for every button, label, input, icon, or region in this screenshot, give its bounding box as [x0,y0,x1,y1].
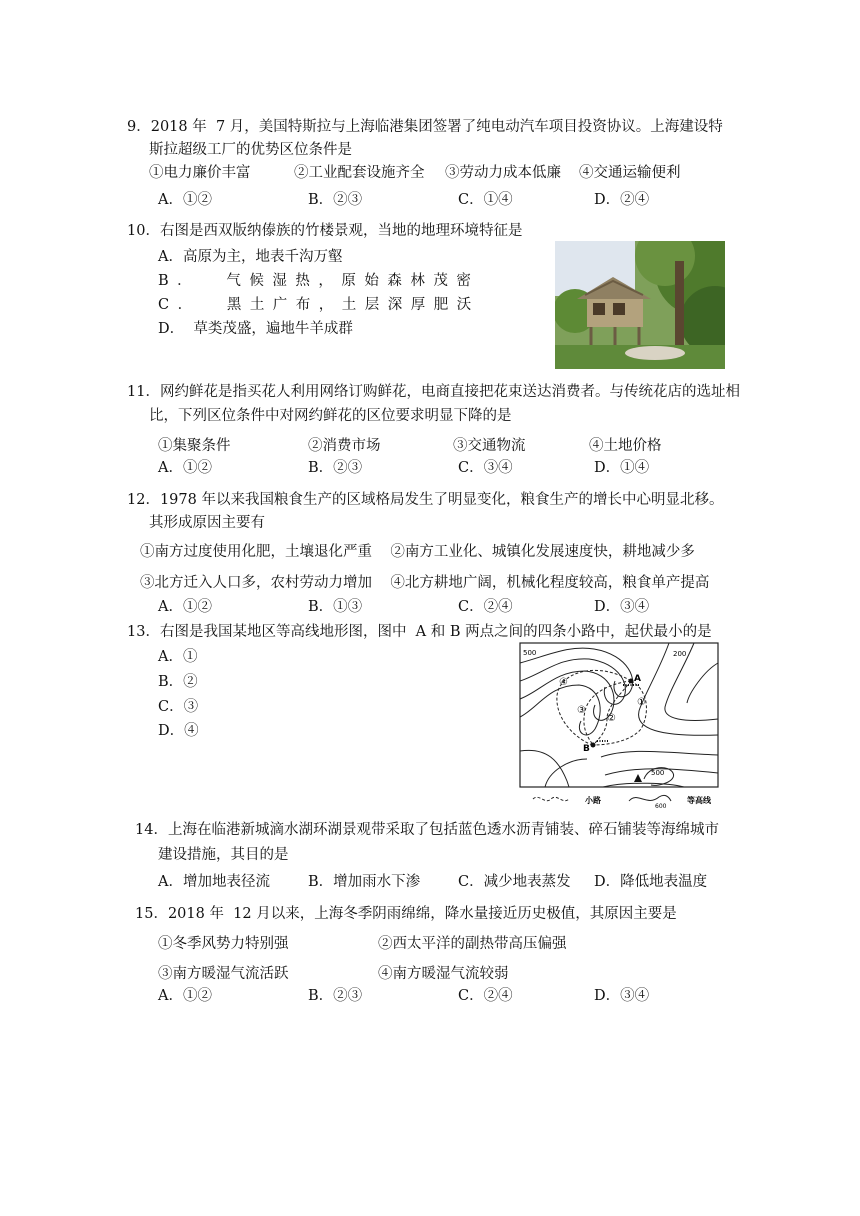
q15-item-1: ①冬季风势力特别强 [158,936,289,952]
q9-option-a: A．①② [158,192,212,208]
q10-option-c: C． 黑土广布，土层深厚肥沃 [158,297,480,313]
q11-option-c: C．③④ [458,460,513,476]
q14-stem-line1: 14．上海在临港新城滴水湖环湖景观带采取了包括蓝色透水沥青铺装、碎石铺装等海绵城市 [135,822,719,838]
point-b-marker [591,743,596,748]
point-a-marker [629,679,634,684]
q11-item-4: ④土地价格 [589,438,662,454]
label-trail-1: ① [637,697,646,708]
q9-stem-line2: 斯拉超级工厂的优势区位条件是 [149,142,352,158]
q9-item-1: ①电力廉价丰富 [149,165,251,181]
q12-option-c: C．②④ [458,599,513,615]
q12-option-b: B．①③ [308,599,363,615]
q9-option-b: B．②③ [308,192,363,208]
q9-option-d: D．②④ [594,192,650,208]
q10-stem: 10．右图是西双版纳傣族的竹楼景观，当地的地理环境特征是 [127,223,523,239]
q15-option-d: D．③④ [594,988,650,1004]
contour-label-500-bottom: 500 [651,769,665,777]
q12-stem-line1: 12．1978 年以来我国粮食生产的区域格局发生了明显变化，粮食生产的增长中心明显北移。 [127,492,724,508]
q15-item-2: ②西太平洋的副热带高压偏强 [378,936,567,952]
q15-stem: 15．2018 年 12 月以来，上海冬季阴雨绵绵，降水量接近历史极值，其原因主要是 [135,906,677,922]
label-trail-3: ③ [577,705,586,716]
q12-items-line2: ③北方迁入人口多，农村劳动力增加 ④北方耕地广阔，机械化程度较高，粮食单产提高 [140,575,710,591]
map-frame [520,643,718,787]
q15-option-a: A．①② [158,988,212,1004]
q9-stem-line1: 9．2018 年 7 月，美国特斯拉与上海临港集团签署了纯电动汽车项目投资协议。上海建设特 [127,119,723,135]
q15-item-3: ③南方暖湿气流活跃 [158,966,289,982]
q12-stem-line2: 其形成原因主要有 [149,515,265,531]
q14-option-b: B．增加雨水下渗 [308,874,421,890]
q11-option-a: A．①② [158,460,212,476]
q11-item-3: ③交通物流 [453,438,526,454]
contour-map [519,641,720,813]
q11-item-2: ②消费市场 [308,438,381,454]
q14-stem-line2: 建设措施，其目的是 [158,847,289,863]
legend-contour-icon [629,795,671,801]
label-point-b: B [583,744,590,754]
q9-item-3: ③劳动力成本低廉 [445,165,561,181]
q11-option-b: B．②③ [308,460,363,476]
q15-item-4: ④南方暖湿气流较弱 [378,966,509,982]
q11-item-1: ①集聚条件 [158,438,231,454]
q10-option-b: B． 气候湿热，原始森林茂密 [158,273,480,289]
q14-option-c: C．减少地表蒸发 [458,874,571,890]
q9-item-2: ②工业配套设施齐全 [294,165,425,181]
contour-label-200: 200 [673,650,687,658]
bamboo-house-photo [555,241,725,369]
legend-contour-label: 等高线 [687,796,711,805]
q11-stem-line2: 比，下列区位条件中对网约鲜花的区位要求明显下降的是 [149,408,512,424]
q13-option-c: C．③ [158,699,199,715]
q10-option-a: A．高原为主，地表千沟万壑 [158,249,343,265]
q12-option-d: D．③④ [594,599,650,615]
q13-option-d: D．④ [158,723,199,739]
q13-stem: 13．右图是我国某地区等高线地形图，图中 A 和 B 两点之间的四条小路中，起伏最小的是 [127,624,712,640]
q9-item-4: ④交通运输便利 [579,165,681,181]
q13-option-b: B．② [158,674,198,690]
q12-items-line1: ①南方过度使用化肥，土壤退化严重 ②南方工业化、城镇化发展速度快，耕地减少多 [140,544,695,560]
label-point-a: A [634,674,641,684]
q15-option-c: C．②④ [458,988,513,1004]
label-trail-2: ② [607,713,616,724]
q11-stem-line1: 11．网约鲜花是指买花人利用网络订购鲜花，电商直接把花束送达消费者。与传统花店的选址相 [127,384,740,400]
legend-trail-icon [533,797,569,800]
q15-option-b: B．②③ [308,988,363,1004]
legend-trail-label: 小路 [585,796,601,805]
q13-option-a: A．① [158,649,198,665]
legend-contour-600: 600 [655,803,667,810]
q9-option-c: C．①④ [458,192,513,208]
label-trail-4: ④ [559,677,568,688]
contour-label-500-top: 500 [523,649,537,657]
q12-option-a: A．①② [158,599,212,615]
q14-option-d: D．降低地表温度 [594,874,708,890]
q11-option-d: D．①④ [594,460,650,476]
q14-option-a: A．增加地表径流 [158,874,270,890]
q10-option-d: D． 草类茂盛，遍地牛羊成群 [158,321,353,337]
